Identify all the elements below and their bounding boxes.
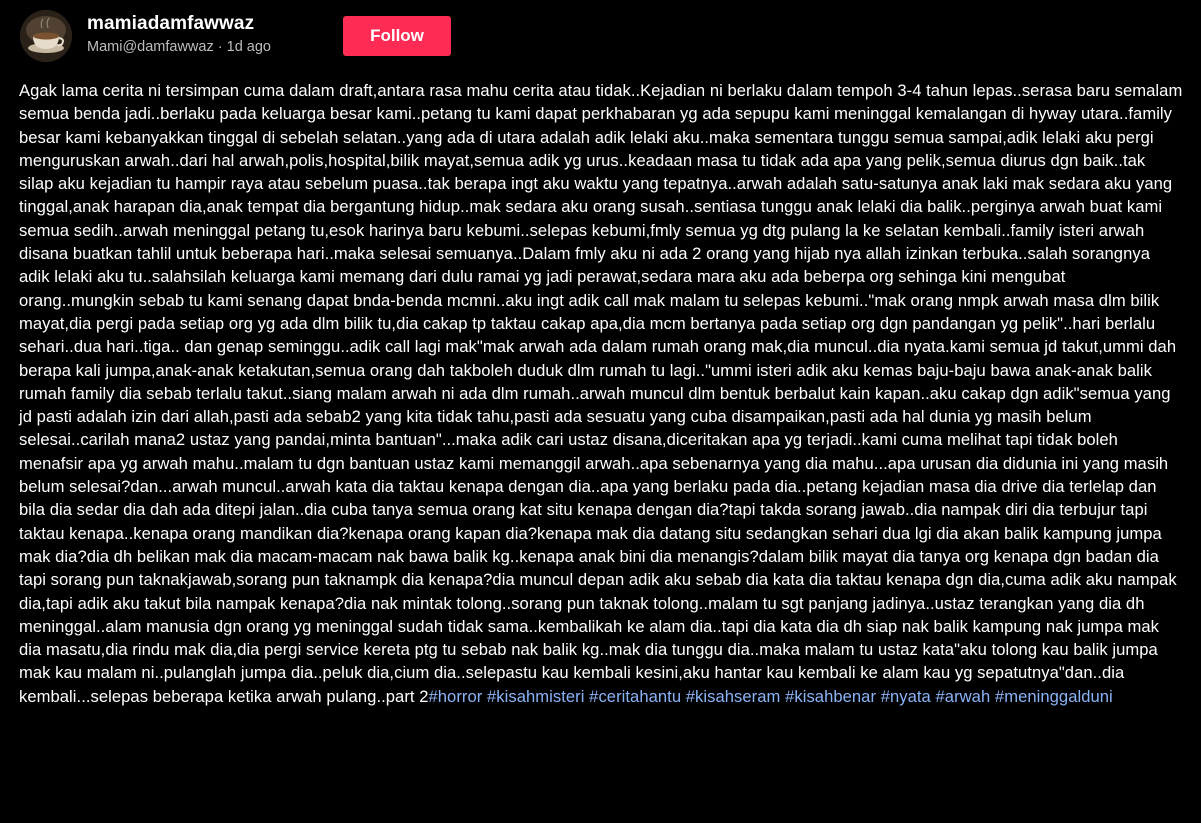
hashtag-link[interactable]: #nyata bbox=[880, 686, 931, 706]
username[interactable]: mamiadamfawwaz bbox=[87, 13, 255, 34]
hashtag-link[interactable]: #horror bbox=[428, 686, 483, 706]
post-time: 1d ago bbox=[226, 39, 271, 55]
meta-separator: · bbox=[213, 39, 227, 55]
avatar[interactable] bbox=[20, 10, 72, 62]
hashtag-link[interactable]: #arwah bbox=[935, 686, 991, 706]
follow-button[interactable]: Follow bbox=[343, 16, 451, 56]
hashtag-link[interactable]: #kisahmisteri bbox=[487, 686, 585, 706]
post-header bbox=[20, 10, 1180, 62]
hashtag-link[interactable]: #kisahbenar bbox=[785, 686, 877, 706]
post-caption bbox=[19, 79, 1183, 708]
avatar-photo-coffee-cup-icon bbox=[20, 10, 72, 62]
display-handle: Mami@damfawwaz bbox=[87, 39, 214, 55]
hashtag-link[interactable]: #ceritahantu bbox=[589, 686, 682, 706]
caption-text: Agak lama cerita ni tersimpan cuma dalam draft,antara rasa mahu cerita atau tidak..Kejadian ni berlaku dalam tempoh 3-4 tahun lepas..serasa baru semalam semua benda jadi..berlaku pada keluarga besar kami..petang tu kami dapat perkhabaran yg ada sepupu kami meninggal kemalangan di hyway utara..family besar kami kebanyakkan tinggal di sebelah selatan..yang ada di utara adalah adik lelaki aku..maka sementara tunggu semua sampai,adik lelaki aku pergi menguruskan arwah..dari hal arwah,polis,hospital,bilik mayat,semua adik yg urus..keadaan masa tu tidak ada apa yang pelik,semua diurus dgn baik..tak silap aku kejadian tu hampir raya atau sebelum puasa..tak berapa ingt aku waktu yang tepatnya..arwah adalah satu-satunya anak laki mak sedara aku yang tinggal,anak harapan dia,anak tempat dia bergantung hidup..mak sedara aku orang susah..sentiasa tunggu anak lelaki dia balik..perginya arwah buat kami semua sedih..arwah meninggal petang tu,esok harinya baru kebumi..selepas kebumi,fmly semua yg dtg pulang la ke selatan kembali..family isteri arwah disana buatkan tahlil untuk beberapa hari..maka selesai semuanya..Dalam fmly aku ni ada 2 orang yang hijab nya allah izinkan terbuka..salah sorangnya adik lelaki aku tu..salahsilah keluarga kami memang dari dulu ramai yg jadi perawat,sedara mara aku ada beberpa org sehinga kini mengubat orang..mungkin sebab tu kami senang dapat bnda-benda mcmni..aku ingt adik call mak malam tu selepas kebumi.."mak orang nmpk arwah masa dlm bilik mayat,dia pergi pada setiap org yg ada dlm bilik tu,dia cakap tp taktau cakap apa,dia mcm bertanya pada setiap org dgn pandangan yg pelik"..hari berlalu sehari..dua hari..tiga.. dan genap seminggu..adik call lagi mak"mak arwah ada dalam rumah orang mak,dia muncul..dia nyata.kami semua jd takut,ummi dah berapa kali jumpa,anak-anak ketakutan,semua orang dah takboleh duduk dlm rumah tu lagi.."ummi isteri adik aku kemas baju-baju bawa anak-anak balik rumah family dia sebab terlalu takut..siang malam arwah ni ada dlm rumah..arwah muncul dlm bentuk berbalut kain kapan..aku cakap dgn adik"semua yang jd pasti adalah izin dari allah,pasti ada sebab2 yang kita tidak tahu,pasti ada sesuatu yang cuba disampaikan,pasti ada hal dunia yg masih belum selesai..carilah mana2 ustaz yang pandai,minta bantuan"...maka adik cari ustaz disana,diceritakan apa yg terjadi..kami cuma melihat tapi tidak boleh menafsir apa yg arwah mahu..malam tu dgn bantuan ustaz kami memanggil arwah..apa sebenarnya yang dia mahu...apa urusan dia didunia ini yang masih belum selesai?dan...arwah muncul..arwah kata dia taktau kenapa dengan dia..apa yang berlaku pada dia..petang kejadian masa dia drive dia terlelap dan bila dia sedar dia dah ada ditepi jalan..dia cuba tanya semua orang kat situ kenapa dengan dia?tapi takda sorang jawab..dia nampak diri dia terbujur tapi taktau kenapa..kenapa orang mandikan dia?kenapa orang kapan dia?kenapa mak dia datang situ sedangkan sehari dua lgi dia akan balik kampung jumpa mak dia?dia dh belikan mak dia macam-macam nak bawa balik kg..kenapa anak bini dia menangis?dalam bilik mayat dia tanya org kenapa dgn badan dia tapi sorang pun taknakjawab,sorang pun taknampk dia kenapa?dia muncul depan adik aku sebab dia kata dia taktau kenapa dgn dia,cuma adik aku nampak dia,tapi adik aku takut bila nampak kenapa?dia nak mintak tolong..sorang pun taknak tolong..malam tu sgt panjang jadinya..ustaz terangkan yang dia dh meninggal..alam manusia dgn orang yg meninggal sudah tidak sama..kembalikah ke alam dia..tapi dia kata dia dh siap nak balik kampung nak jumpa mak dia masatu,dia rindu mak dia,dia pergi service kereta ptg tu sebab nak balik kg..mak dia tunggu dia..maka malam tu ustaz kata"aku tolong kau balik jumpa mak kau malam ni..pulanglah jumpa dia..peluk dia,cium dia..selepastu kau kembali kesini,aku hantar kau kembali ke alam kau yg sepatutnya"dan..dia kembali...selepas beberapa ketika arwah pulang..part 2 bbox=[19, 81, 1183, 706]
post-meta bbox=[87, 39, 271, 55]
hashtag-link[interactable]: #meninggalduni bbox=[994, 686, 1113, 706]
hashtag-link[interactable]: #kisahseram bbox=[685, 686, 781, 706]
